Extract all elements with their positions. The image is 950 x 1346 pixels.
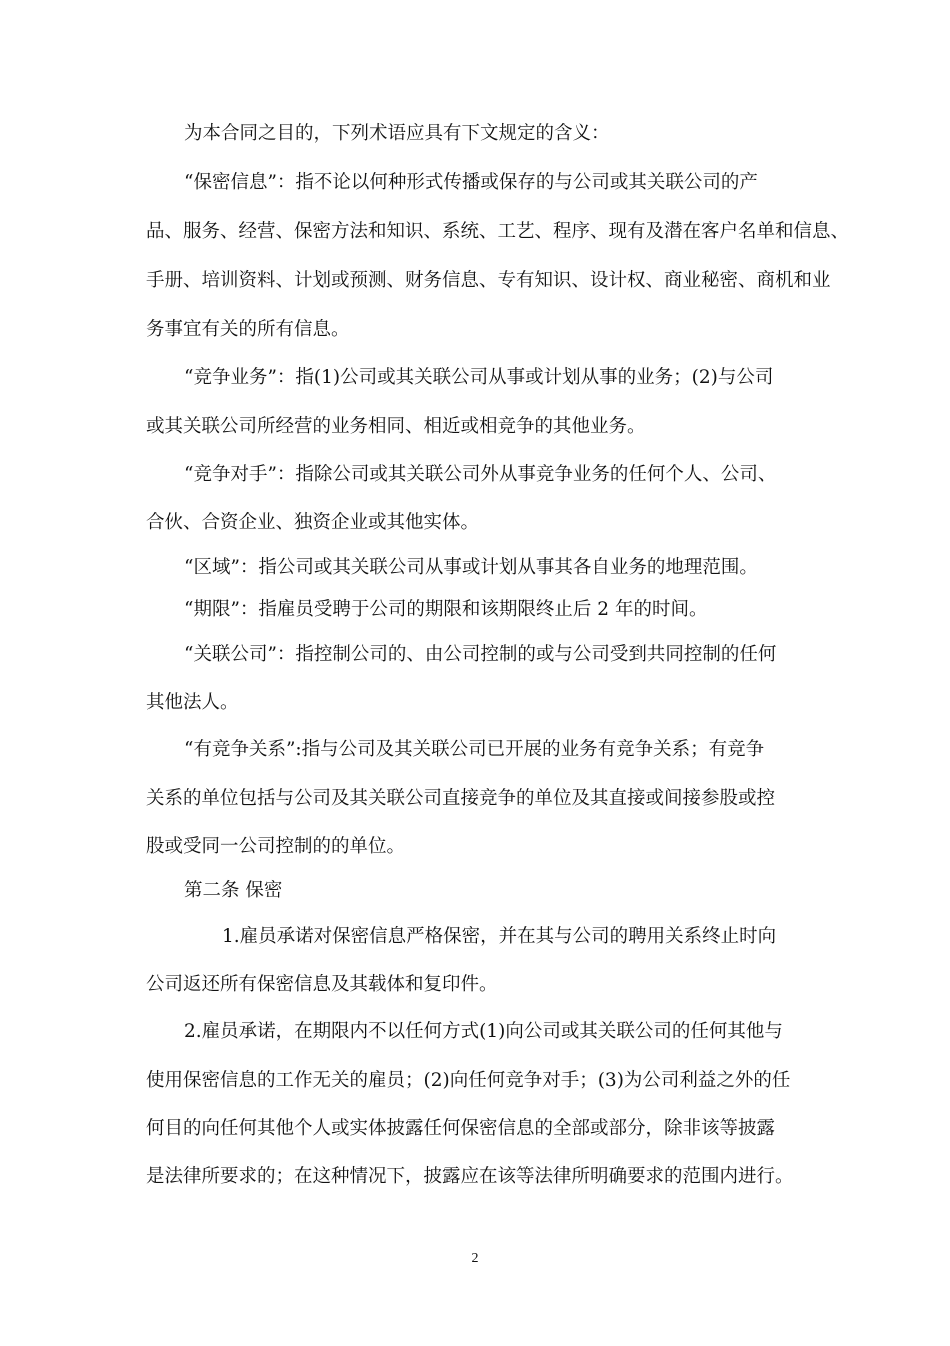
definition-competitor: “竞争对手”：指除公司或其关联公司外从事竞争业务的任何个人、公司、: [184, 464, 777, 485]
intro-line: 为本合同之目的，下列术语应具有下文规定的含义：: [184, 123, 610, 144]
definition-term: “期限”：指雇员受聘于公司的期限和该期限终止后 2 年的时间。: [184, 599, 708, 620]
text-line: 手册、培训资料、计划或预测、财务信息、专有知识、设计权、商业秘密、商机和业: [146, 270, 831, 291]
text-line: 何目的向任何其他个人或实体披露任何保密信息的全部或部分，除非该等披露: [146, 1118, 776, 1139]
definition-affiliate: “关联公司”：指控制公司的、由公司控制的或与公司受到共同控制的任何: [184, 644, 777, 665]
definition-competing-business: “竞争业务”：指(1)公司或其关联公司从事或计划从事的业务；(2)与公司: [184, 367, 774, 388]
text-line: 是法律所要求的；在这种情况下，披露应在该等法律所明确要求的范围内进行。: [146, 1166, 794, 1187]
definition-confidential-info: “保密信息”：指不论以何种形式传播或保存的与公司或其关联公司的产: [184, 172, 758, 193]
text-line: 品、服务、经营、保密方法和知识、系统、工艺、程序、现有及潜在客户名单和信息、: [146, 221, 850, 242]
definition-region: “区域”：指公司或其关联公司从事或计划从事其各自业务的地理范围。: [184, 557, 758, 578]
text-line: 股或受同一公司控制的的单位。: [146, 836, 406, 857]
text-line: 关系的单位包括与公司及其关联公司直接竞争的单位及其直接或间接参股或控: [146, 788, 776, 809]
text-line: 务事宜有关的所有信息。: [146, 319, 350, 340]
section-heading: 第二条 保密: [184, 880, 283, 901]
text-line: 使用保密信息的工作无关的雇员；(2)向任何竞争对手；(3)为公司利益之外的任: [146, 1070, 791, 1091]
text-line: 公司返还所有保密信息及其载体和复印件。: [146, 974, 498, 995]
clause-2: 2.雇员承诺，在期限内不以任何方式(1)向公司或其关联公司的任何其他与: [184, 1021, 783, 1042]
text-line: 或其关联公司所经营的业务相同、相近或相竞争的其他业务。: [146, 416, 646, 437]
definition-competitive-relation: “有竞争关系”:指与公司及其关联公司已开展的业务有竞争关系；有竞争: [184, 739, 765, 760]
text-line: 其他法人。: [146, 692, 239, 713]
clause-1: 1.雇员承诺对保密信息严格保密，并在其与公司的聘用关系终止时向: [222, 926, 777, 947]
page-number: 2: [471, 1251, 479, 1266]
text-line: 合伙、合资企业、独资企业或其他实体。: [146, 512, 480, 533]
